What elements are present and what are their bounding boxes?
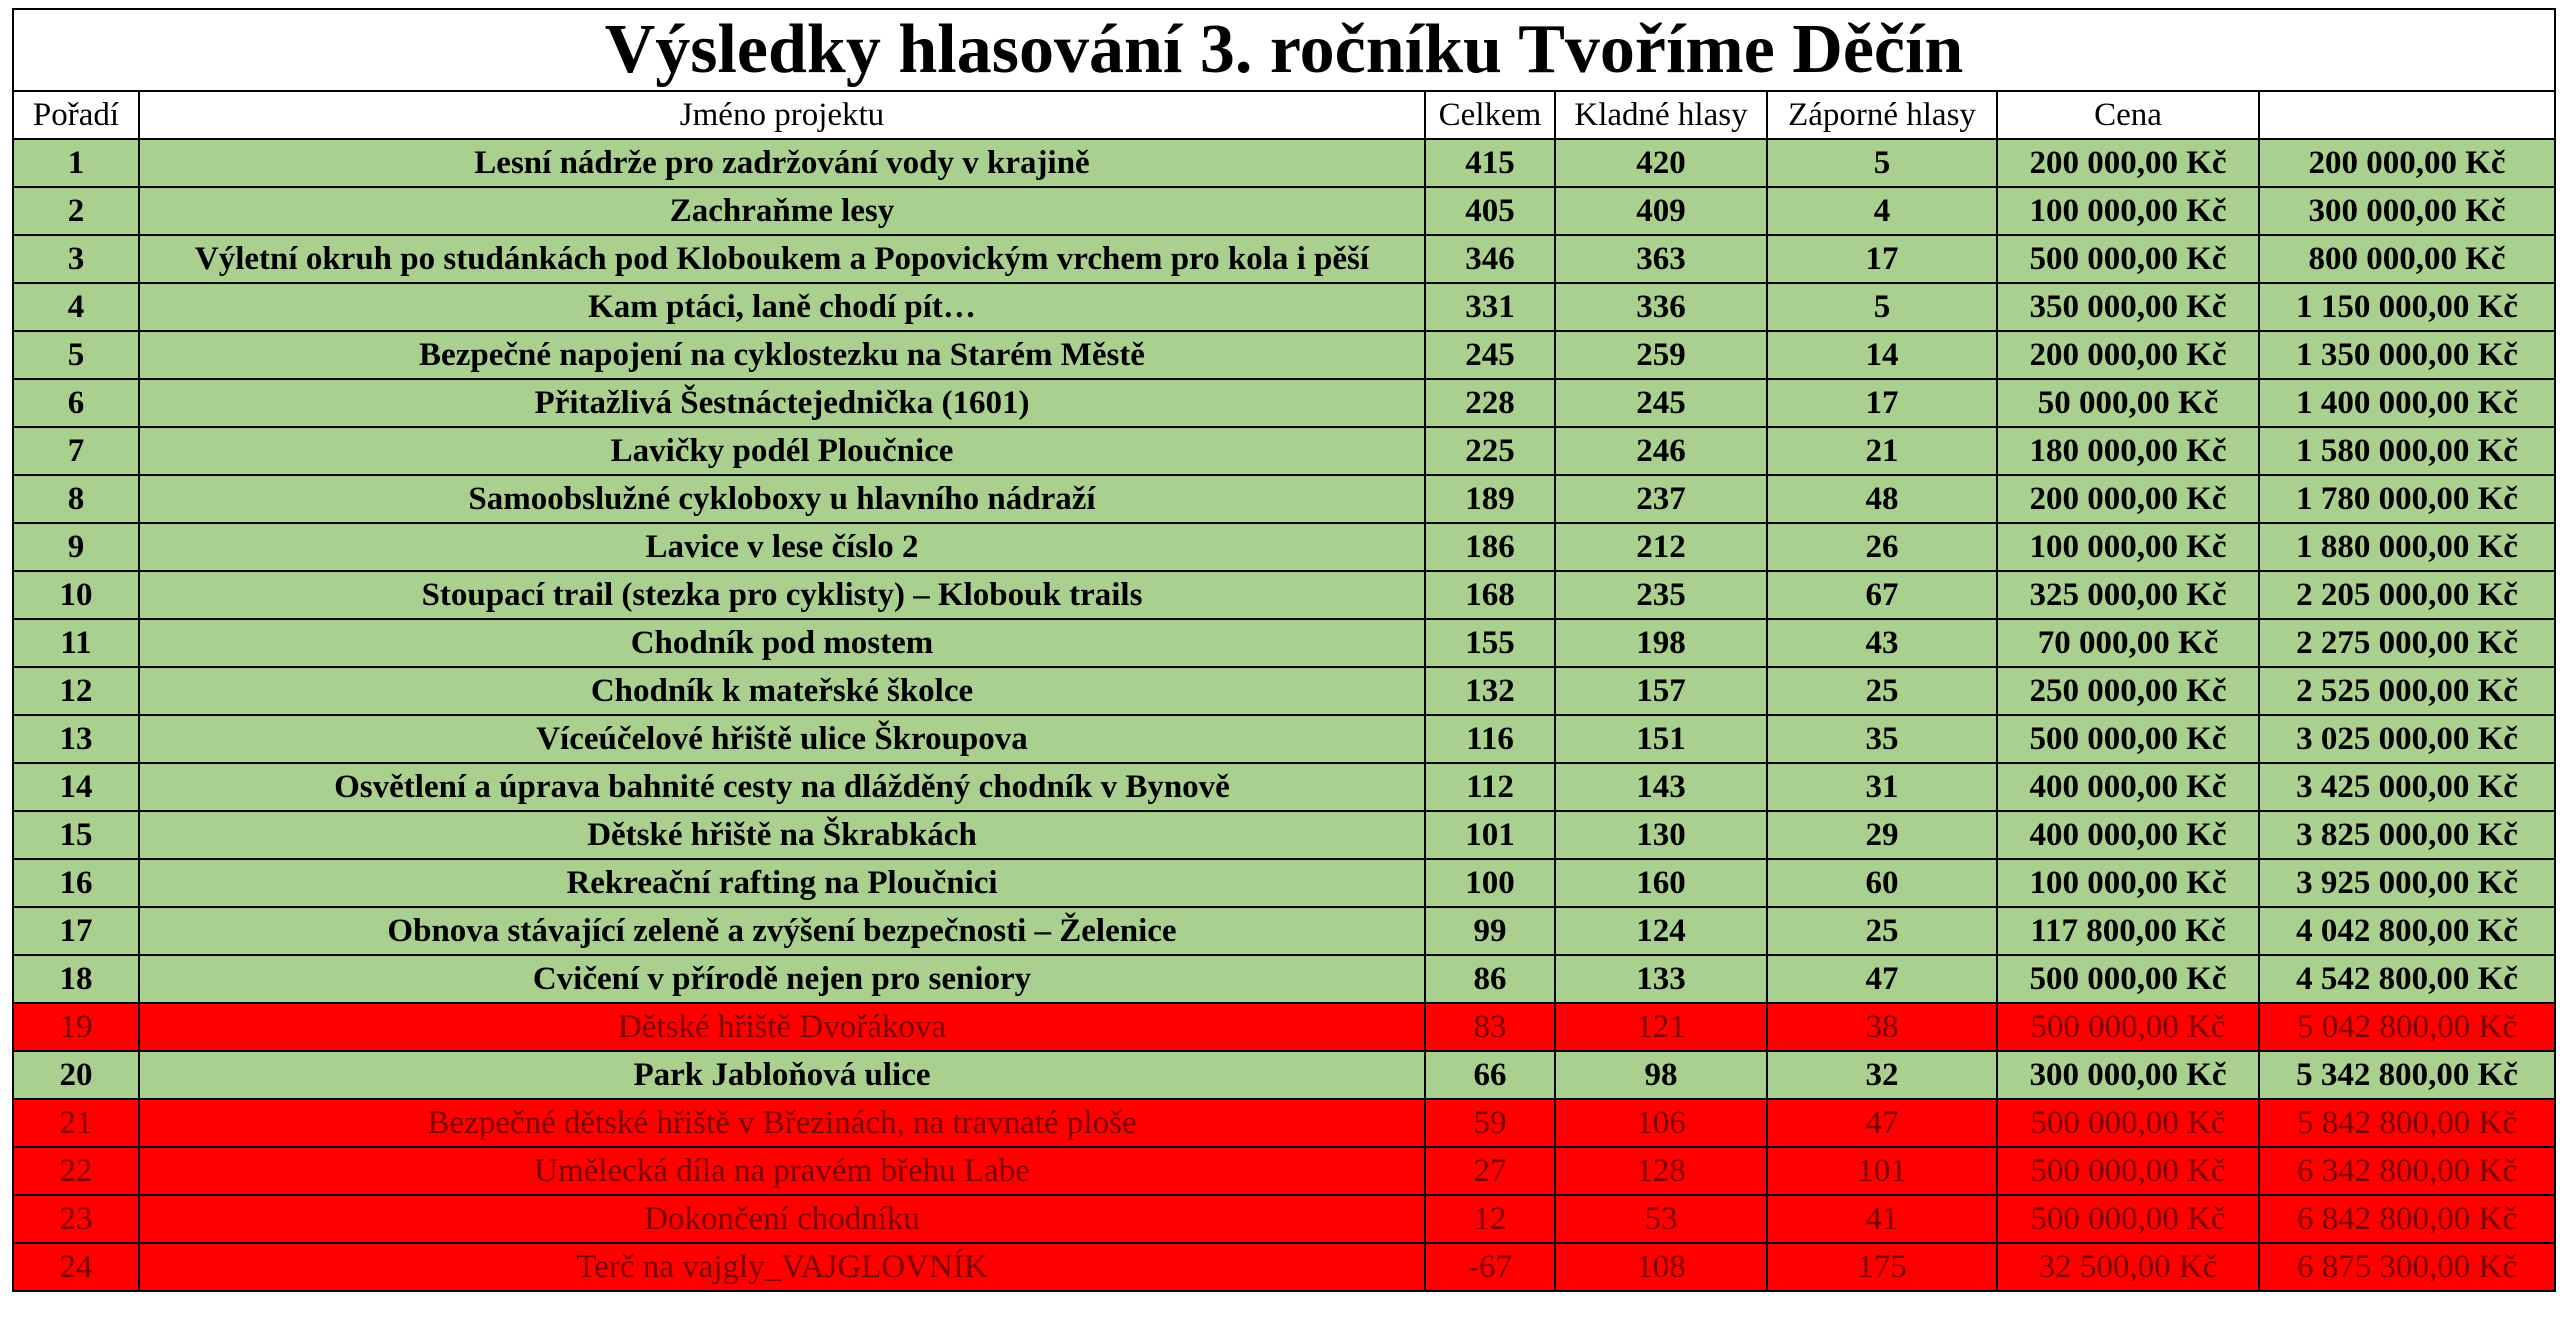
cell-total: 86 <box>1425 955 1555 1003</box>
cell-negative-votes: 17 <box>1767 235 1997 283</box>
table-row <box>13 1243 2555 1291</box>
table-row <box>13 715 2555 763</box>
cell-price: 400 000,00 Kč <box>1997 763 2259 811</box>
cell-negative-votes: 4 <box>1767 187 1997 235</box>
table-row <box>13 1147 2555 1195</box>
header-positive-votes: Kladné hlasy <box>1555 91 1767 139</box>
cell-cumulative: 2 275 000,00 Kč <box>2259 619 2555 667</box>
cell-negative-votes: 48 <box>1767 475 1997 523</box>
cell-project-name: Zachraňme lesy <box>139 187 1425 235</box>
cell-cumulative: 3 925 000,00 Kč <box>2259 859 2555 907</box>
cell-rank: 8 <box>13 475 139 523</box>
cell-rank: 16 <box>13 859 139 907</box>
cell-project-name: Dokončení chodníku <box>139 1195 1425 1243</box>
cell-positive-votes: 235 <box>1555 571 1767 619</box>
cell-positive-votes: 363 <box>1555 235 1767 283</box>
cell-cumulative: 2 525 000,00 Kč <box>2259 667 2555 715</box>
cell-positive-votes: 246 <box>1555 427 1767 475</box>
cell-cumulative: 1 350 000,00 Kč <box>2259 331 2555 379</box>
cell-negative-votes: 14 <box>1767 331 1997 379</box>
header-row <box>13 91 2555 139</box>
cell-cumulative: 5 042 800,00 Kč <box>2259 1003 2555 1051</box>
cell-negative-votes: 41 <box>1767 1195 1997 1243</box>
cell-total: 228 <box>1425 379 1555 427</box>
table-row <box>13 235 2555 283</box>
cell-project-name: Lavice v lese číslo 2 <box>139 523 1425 571</box>
cell-negative-votes: 101 <box>1767 1147 1997 1195</box>
cell-positive-votes: 130 <box>1555 811 1767 859</box>
cell-positive-votes: 259 <box>1555 331 1767 379</box>
cell-negative-votes: 21 <box>1767 427 1997 475</box>
cell-cumulative: 4 042 800,00 Kč <box>2259 907 2555 955</box>
cell-rank: 14 <box>13 763 139 811</box>
cell-rank: 10 <box>13 571 139 619</box>
table-row <box>13 571 2555 619</box>
cell-project-name: Osvětlení a úprava bahnité cesty na dlážděný chodník v Bynově <box>139 763 1425 811</box>
cell-price: 400 000,00 Kč <box>1997 811 2259 859</box>
table-body <box>13 139 2555 1291</box>
cell-cumulative: 1 780 000,00 Kč <box>2259 475 2555 523</box>
cell-positive-votes: 128 <box>1555 1147 1767 1195</box>
cell-rank: 24 <box>13 1243 139 1291</box>
cell-project-name: Bezpečné dětské hřiště v Březinách, na travnaté ploše <box>139 1099 1425 1147</box>
table-row <box>13 523 2555 571</box>
table-row <box>13 1195 2555 1243</box>
table-row <box>13 955 2555 1003</box>
cell-negative-votes: 25 <box>1767 907 1997 955</box>
cell-positive-votes: 212 <box>1555 523 1767 571</box>
cell-price: 32 500,00 Kč <box>1997 1243 2259 1291</box>
cell-project-name: Lesní nádrže pro zadržování vody v krajině <box>139 139 1425 187</box>
header-total: Celkem <box>1425 91 1555 139</box>
cell-cumulative: 6 842 800,00 Kč <box>2259 1195 2555 1243</box>
cell-total: 132 <box>1425 667 1555 715</box>
cell-price: 100 000,00 Kč <box>1997 859 2259 907</box>
cell-price: 100 000,00 Kč <box>1997 523 2259 571</box>
cell-rank: 19 <box>13 1003 139 1051</box>
cell-positive-votes: 98 <box>1555 1051 1767 1099</box>
cell-negative-votes: 32 <box>1767 1051 1997 1099</box>
cell-total: 101 <box>1425 811 1555 859</box>
cell-positive-votes: 121 <box>1555 1003 1767 1051</box>
cell-price: 180 000,00 Kč <box>1997 427 2259 475</box>
header-cumulative <box>2259 91 2555 139</box>
cell-negative-votes: 43 <box>1767 619 1997 667</box>
cell-total: 83 <box>1425 1003 1555 1051</box>
cell-positive-votes: 409 <box>1555 187 1767 235</box>
cell-negative-votes: 175 <box>1767 1243 1997 1291</box>
cell-rank: 1 <box>13 139 139 187</box>
cell-positive-votes: 133 <box>1555 955 1767 1003</box>
cell-cumulative: 2 205 000,00 Kč <box>2259 571 2555 619</box>
table-row <box>13 667 2555 715</box>
cell-rank: 3 <box>13 235 139 283</box>
cell-project-name: Výletní okruh po studánkách pod Kloboukem a Popovickým vrchem pro kola i pěší <box>139 235 1425 283</box>
cell-positive-votes: 198 <box>1555 619 1767 667</box>
cell-total: 245 <box>1425 331 1555 379</box>
cell-price: 500 000,00 Kč <box>1997 715 2259 763</box>
cell-rank: 9 <box>13 523 139 571</box>
cell-project-name: Dětské hřiště Dvořákova <box>139 1003 1425 1051</box>
cell-rank: 18 <box>13 955 139 1003</box>
cell-positive-votes: 245 <box>1555 379 1767 427</box>
table-row <box>13 811 2555 859</box>
cell-total: 189 <box>1425 475 1555 523</box>
cell-price: 500 000,00 Kč <box>1997 1195 2259 1243</box>
cell-cumulative: 5 342 800,00 Kč <box>2259 1051 2555 1099</box>
cell-price: 350 000,00 Kč <box>1997 283 2259 331</box>
cell-rank: 2 <box>13 187 139 235</box>
cell-rank: 7 <box>13 427 139 475</box>
cell-cumulative: 4 542 800,00 Kč <box>2259 955 2555 1003</box>
cell-positive-votes: 143 <box>1555 763 1767 811</box>
cell-rank: 21 <box>13 1099 139 1147</box>
cell-rank: 6 <box>13 379 139 427</box>
cell-total: 168 <box>1425 571 1555 619</box>
cell-total: 112 <box>1425 763 1555 811</box>
cell-negative-votes: 26 <box>1767 523 1997 571</box>
table-row <box>13 475 2555 523</box>
cell-project-name: Dětské hřiště na Škrabkách <box>139 811 1425 859</box>
cell-rank: 4 <box>13 283 139 331</box>
cell-total: 27 <box>1425 1147 1555 1195</box>
cell-cumulative: 3 425 000,00 Kč <box>2259 763 2555 811</box>
cell-total: 331 <box>1425 283 1555 331</box>
cell-total: 405 <box>1425 187 1555 235</box>
cell-negative-votes: 47 <box>1767 955 1997 1003</box>
table-row <box>13 331 2555 379</box>
cell-rank: 23 <box>13 1195 139 1243</box>
cell-total: 415 <box>1425 139 1555 187</box>
cell-cumulative: 1 150 000,00 Kč <box>2259 283 2555 331</box>
header-project-name: Jméno projektu <box>139 91 1425 139</box>
cell-project-name: Stoupací trail (stezka pro cyklisty) – Klobouk trails <box>139 571 1425 619</box>
cell-price: 200 000,00 Kč <box>1997 331 2259 379</box>
results-table <box>12 8 2556 1292</box>
cell-positive-votes: 157 <box>1555 667 1767 715</box>
cell-project-name: Cvičení v přírodě nejen pro seniory <box>139 955 1425 1003</box>
cell-price: 500 000,00 Kč <box>1997 1099 2259 1147</box>
cell-negative-votes: 38 <box>1767 1003 1997 1051</box>
cell-cumulative: 6 342 800,00 Kč <box>2259 1147 2555 1195</box>
cell-cumulative: 1 400 000,00 Kč <box>2259 379 2555 427</box>
header-price: Cena <box>1997 91 2259 139</box>
header-negative-votes: Záporné hlasy <box>1767 91 1997 139</box>
table-row <box>13 1003 2555 1051</box>
cell-price: 200 000,00 Kč <box>1997 139 2259 187</box>
cell-rank: 5 <box>13 331 139 379</box>
cell-project-name: Obnova stávající zeleně a zvýšení bezpečnosti – Želenice <box>139 907 1425 955</box>
cell-price: 500 000,00 Kč <box>1997 1147 2259 1195</box>
cell-total: 155 <box>1425 619 1555 667</box>
cell-project-name: Lavičky podél Ploučnice <box>139 427 1425 475</box>
header-rank: Pořadí <box>13 91 139 139</box>
cell-project-name: Rekreační rafting na Ploučnici <box>139 859 1425 907</box>
cell-positive-votes: 160 <box>1555 859 1767 907</box>
cell-positive-votes: 124 <box>1555 907 1767 955</box>
table-row <box>13 763 2555 811</box>
table-row <box>13 139 2555 187</box>
cell-project-name: Umělecká díla na pravém břehu Labe <box>139 1147 1425 1195</box>
table-row <box>13 427 2555 475</box>
cell-cumulative: 5 842 800,00 Kč <box>2259 1099 2555 1147</box>
cell-price: 500 000,00 Kč <box>1997 955 2259 1003</box>
cell-cumulative: 1 880 000,00 Kč <box>2259 523 2555 571</box>
table-row <box>13 187 2555 235</box>
cell-rank: 22 <box>13 1147 139 1195</box>
cell-total: 59 <box>1425 1099 1555 1147</box>
cell-negative-votes: 35 <box>1767 715 1997 763</box>
table-row <box>13 907 2555 955</box>
cell-positive-votes: 108 <box>1555 1243 1767 1291</box>
table-row <box>13 1051 2555 1099</box>
cell-negative-votes: 60 <box>1767 859 1997 907</box>
cell-total: 99 <box>1425 907 1555 955</box>
cell-project-name: Přitažlivá Šestnáctejednička (1601) <box>139 379 1425 427</box>
cell-cumulative: 3 025 000,00 Kč <box>2259 715 2555 763</box>
cell-price: 300 000,00 Kč <box>1997 1051 2259 1099</box>
cell-total: 186 <box>1425 523 1555 571</box>
cell-project-name: Chodník k mateřské školce <box>139 667 1425 715</box>
cell-negative-votes: 31 <box>1767 763 1997 811</box>
table-row <box>13 859 2555 907</box>
cell-total: -67 <box>1425 1243 1555 1291</box>
cell-project-name: Terč na vajgly_VAJGLOVNÍK <box>139 1243 1425 1291</box>
cell-project-name: Bezpečné napojení na cyklostezku na Starém Městě <box>139 331 1425 379</box>
cell-project-name: Kam ptáci, laně chodí pít… <box>139 283 1425 331</box>
cell-total: 116 <box>1425 715 1555 763</box>
table-row <box>13 619 2555 667</box>
page-title: Výsledky hlasování 3. ročníku Tvoříme Děčín <box>13 9 2555 91</box>
cell-negative-votes: 25 <box>1767 667 1997 715</box>
cell-cumulative: 300 000,00 Kč <box>2259 187 2555 235</box>
table-row <box>13 1099 2555 1147</box>
cell-price: 50 000,00 Kč <box>1997 379 2259 427</box>
cell-price: 500 000,00 Kč <box>1997 1003 2259 1051</box>
cell-cumulative: 1 580 000,00 Kč <box>2259 427 2555 475</box>
cell-positive-votes: 53 <box>1555 1195 1767 1243</box>
cell-negative-votes: 5 <box>1767 139 1997 187</box>
table-row <box>13 283 2555 331</box>
cell-negative-votes: 29 <box>1767 811 1997 859</box>
cell-negative-votes: 5 <box>1767 283 1997 331</box>
cell-price: 117 800,00 Kč <box>1997 907 2259 955</box>
cell-positive-votes: 106 <box>1555 1099 1767 1147</box>
table-row <box>13 379 2555 427</box>
cell-cumulative: 3 825 000,00 Kč <box>2259 811 2555 859</box>
cell-rank: 11 <box>13 619 139 667</box>
cell-positive-votes: 151 <box>1555 715 1767 763</box>
cell-price: 500 000,00 Kč <box>1997 235 2259 283</box>
cell-positive-votes: 420 <box>1555 139 1767 187</box>
cell-price: 70 000,00 Kč <box>1997 619 2259 667</box>
cell-price: 250 000,00 Kč <box>1997 667 2259 715</box>
cell-negative-votes: 67 <box>1767 571 1997 619</box>
cell-price: 200 000,00 Kč <box>1997 475 2259 523</box>
cell-total: 225 <box>1425 427 1555 475</box>
cell-rank: 15 <box>13 811 139 859</box>
cell-project-name: Samoobslužné cykloboxy u hlavního nádraží <box>139 475 1425 523</box>
cell-project-name: Park Jabloňová ulice <box>139 1051 1425 1099</box>
cell-rank: 17 <box>13 907 139 955</box>
cell-project-name: Víceúčelové hřiště ulice Škroupova <box>139 715 1425 763</box>
cell-rank: 13 <box>13 715 139 763</box>
cell-rank: 20 <box>13 1051 139 1099</box>
cell-total: 12 <box>1425 1195 1555 1243</box>
cell-positive-votes: 336 <box>1555 283 1767 331</box>
cell-positive-votes: 237 <box>1555 475 1767 523</box>
cell-rank: 12 <box>13 667 139 715</box>
cell-negative-votes: 47 <box>1767 1099 1997 1147</box>
cell-cumulative: 200 000,00 Kč <box>2259 139 2555 187</box>
cell-total: 346 <box>1425 235 1555 283</box>
cell-cumulative: 6 875 300,00 Kč <box>2259 1243 2555 1291</box>
cell-cumulative: 800 000,00 Kč <box>2259 235 2555 283</box>
cell-total: 66 <box>1425 1051 1555 1099</box>
cell-project-name: Chodník pod mostem <box>139 619 1425 667</box>
cell-total: 100 <box>1425 859 1555 907</box>
cell-price: 325 000,00 Kč <box>1997 571 2259 619</box>
cell-negative-votes: 17 <box>1767 379 1997 427</box>
cell-price: 100 000,00 Kč <box>1997 187 2259 235</box>
